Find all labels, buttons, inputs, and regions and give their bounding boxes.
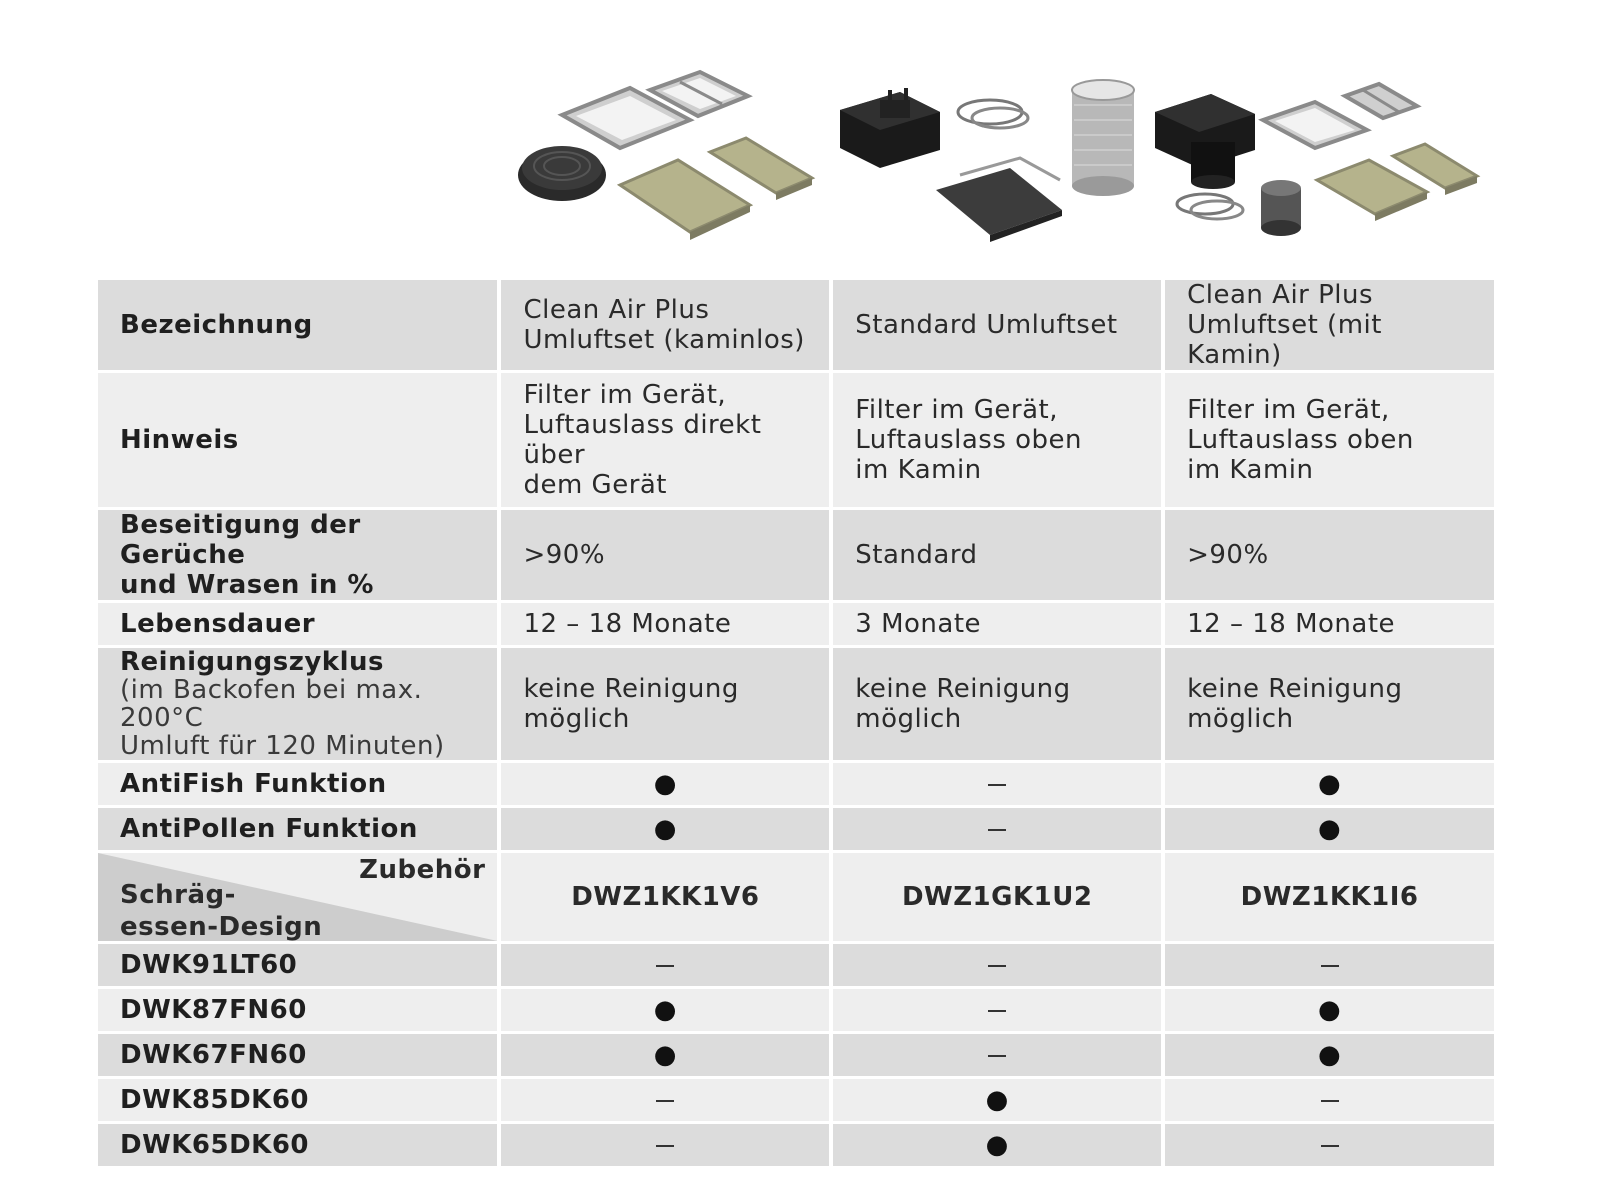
- row-hinweis: [98, 373, 1494, 507]
- row-bezeichnung: [98, 280, 1494, 370]
- model-cell: [833, 1079, 1161, 1121]
- dot-symbol: ●: [1317, 769, 1342, 799]
- model-cell: [833, 1124, 1161, 1166]
- row-lebensdauer: [98, 603, 1494, 645]
- model-label: DWK91LT60: [98, 944, 497, 986]
- model-cell: [833, 944, 1161, 986]
- label-lebensdauer: Lebensdauer: [98, 603, 497, 645]
- antifish-3: [1165, 763, 1494, 805]
- model-cell: [1165, 989, 1494, 1031]
- model-cell: [1165, 1124, 1494, 1166]
- dot-symbol: ●: [1317, 995, 1342, 1025]
- row-zubehoer: [98, 853, 1494, 941]
- product-name-2: Standard Umluftset: [833, 280, 1161, 370]
- model-cell: [1165, 944, 1494, 986]
- product-name-1: Clean Air Plus Umluftset (kaminlos): [501, 280, 829, 370]
- lebensdauer-1: 12 – 18 Monate: [501, 603, 829, 645]
- schraeg-label: Schräg- essen-Design: [120, 880, 323, 941]
- lebensdauer-3: 12 – 18 Monate: [1165, 603, 1494, 645]
- beseitigung-2: Standard: [833, 510, 1161, 600]
- product-images: [0, 0, 1600, 270]
- label-antifish: AntiFish Funktion: [98, 763, 497, 805]
- antifish-1: [501, 763, 829, 805]
- model-cell: [501, 989, 829, 1031]
- dash-symbol: [988, 784, 1006, 786]
- dash-symbol: [1321, 1145, 1339, 1147]
- row-antipollen: [98, 808, 1494, 850]
- dot-symbol: ●: [653, 1040, 677, 1070]
- dot-symbol: ●: [1317, 1040, 1342, 1070]
- dot-symbol: ●: [653, 814, 677, 844]
- model-label: DWK65DK60: [98, 1124, 497, 1166]
- product-image-clean-air-mit-kamin: [1155, 80, 1485, 250]
- model-row-dwk91lt60: [98, 944, 1494, 986]
- model-label: DWK67FN60: [98, 1034, 497, 1076]
- model-cell: [501, 944, 829, 986]
- model-label: DWK87FN60: [98, 989, 497, 1031]
- label-antipollen: AntiPollen Funktion: [98, 808, 497, 850]
- dot-symbol: ●: [985, 1130, 1009, 1160]
- hinweis-3: Filter im Gerät, Luftauslass oben im Kamin: [1165, 373, 1494, 507]
- dash-symbol: [656, 1100, 674, 1102]
- zubehoer-label: Zubehör: [359, 855, 486, 885]
- dash-symbol: [988, 1010, 1006, 1012]
- row-reinigung: [98, 648, 1494, 760]
- model-cell: [1165, 1079, 1494, 1121]
- product-image-standard-umluftset: [840, 70, 1150, 250]
- model-cell: [833, 989, 1161, 1031]
- model-row-dwk85dk60: [98, 1079, 1494, 1121]
- dash-symbol: [1321, 965, 1339, 967]
- accessory-code-2: DWZ1GK1U2: [833, 853, 1161, 941]
- model-cell: [501, 1124, 829, 1166]
- dot-symbol: ●: [653, 995, 677, 1025]
- reinigung-2: keine Reinigung möglich: [833, 648, 1161, 760]
- model-cell: [1165, 1034, 1494, 1076]
- dash-symbol: [988, 1055, 1006, 1057]
- row-beseitigung: [98, 510, 1494, 600]
- label-bezeichnung: Bezeichnung: [98, 280, 497, 370]
- hinweis-2: Filter im Gerät, Luftauslass oben im Kamin: [833, 373, 1161, 507]
- spec-table: [94, 277, 1498, 1169]
- model-row-dwk67fn60: [98, 1034, 1494, 1076]
- product-image-clean-air-kaminlos: [510, 60, 830, 260]
- product-name-3: Clean Air Plus Umluftset (mit Kamin): [1165, 280, 1494, 370]
- model-cell: [501, 1034, 829, 1076]
- lebensdauer-2: 3 Monate: [833, 603, 1161, 645]
- accessory-code-1: DWZ1KK1V6: [501, 853, 829, 941]
- beseitigung-1: >90%: [501, 510, 829, 600]
- dot-symbol: ●: [653, 769, 677, 799]
- model-cell: [833, 1034, 1161, 1076]
- label-hinweis: Hinweis: [98, 373, 497, 507]
- label-reinigung: Reinigungszyklus (im Backofen bei max. 200°C Umluft für 120 Minuten): [98, 648, 497, 760]
- model-row-dwk65dk60: [98, 1124, 1494, 1166]
- model-row-dwk87fn60: [98, 989, 1494, 1031]
- antifish-2: [833, 763, 1161, 805]
- model-cell: [501, 1079, 829, 1121]
- hinweis-1: Filter im Gerät, Luftauslass direkt über dem Gerät: [501, 373, 829, 507]
- label-beseitigung: Beseitigung der Gerüche und Wrasen in %: [98, 510, 497, 600]
- dash-symbol: [656, 965, 674, 967]
- antipollen-1: [501, 808, 829, 850]
- reinigung-1: keine Reinigung möglich: [501, 648, 829, 760]
- zubehoer-header-cell: [98, 853, 497, 941]
- beseitigung-3: >90%: [1165, 510, 1494, 600]
- dash-symbol: [988, 965, 1006, 967]
- reinigung-3: keine Reinigung möglich: [1165, 648, 1494, 760]
- dash-symbol: [1321, 1100, 1339, 1102]
- dash-symbol: [656, 1145, 674, 1147]
- antipollen-2: [833, 808, 1161, 850]
- antipollen-3: [1165, 808, 1494, 850]
- model-label: DWK85DK60: [98, 1079, 497, 1121]
- dot-symbol: ●: [1317, 814, 1342, 844]
- accessory-code-3: DWZ1KK1I6: [1165, 853, 1494, 941]
- row-antifish: [98, 763, 1494, 805]
- dot-symbol: ●: [985, 1085, 1009, 1115]
- dash-symbol: [988, 829, 1006, 831]
